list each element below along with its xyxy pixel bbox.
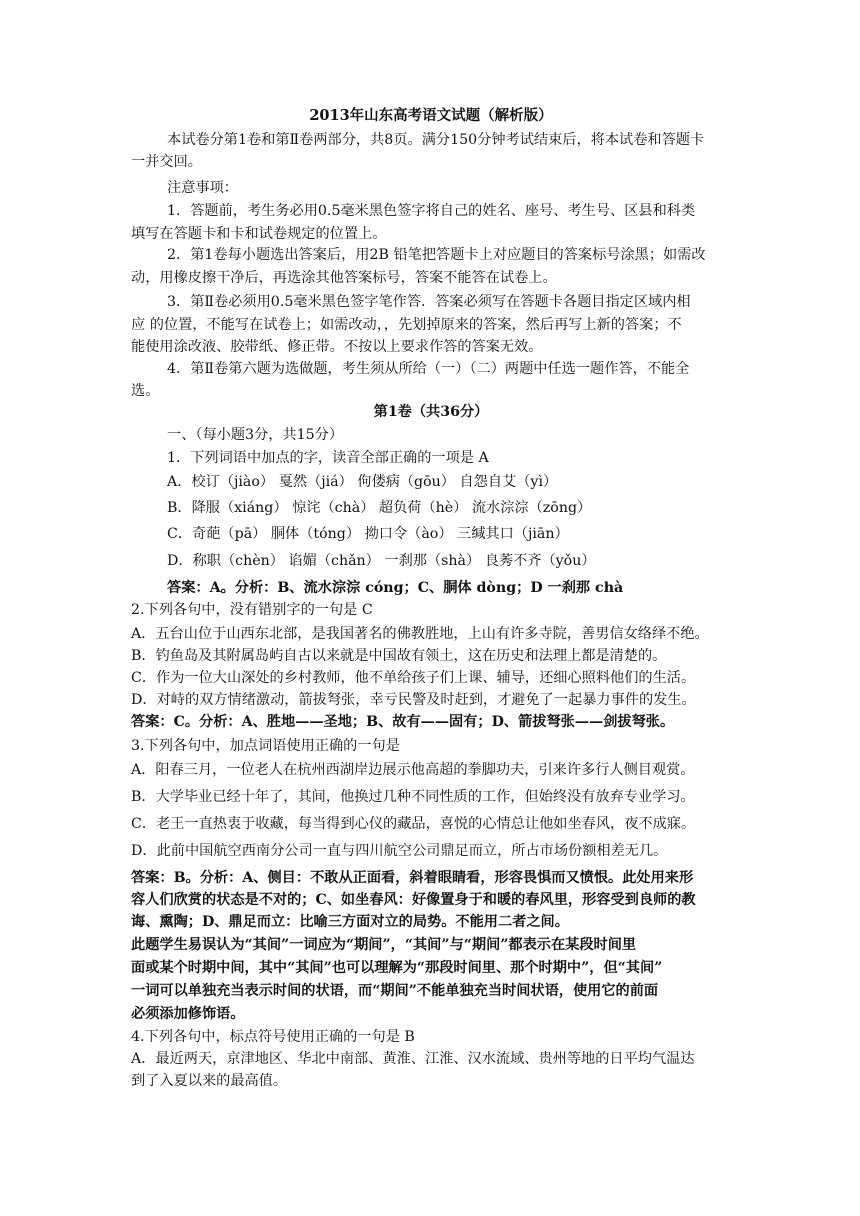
q2-option-a: A．五台山位于山西东北部，是我国著名的佛教胜地，上山有许多寺院，善男信女络绎不绝。: [131, 626, 709, 642]
note-4-line-2: 选。: [131, 383, 160, 399]
q1-answer: 答案：A。分析：B、流水淙淙 cóng；C、胴体 dòng；D 一刹那 chà: [167, 580, 624, 596]
q2-option-c: C．作为一位大山深处的乡村教师，他不单给孩子们上课、辅导，还细心照料他们的生活。: [131, 670, 696, 686]
intro-line-1: 本试卷分第1卷和第Ⅱ卷两部分，共8页。满分150分钟考试结束后，将本试卷和答题卡: [167, 132, 705, 148]
q3-option-a: A．阳春三月，一位老人在杭州西湖岸边展示他高超的拳脚功夫，引来许多行人侧目观赏。: [131, 762, 695, 778]
q3-option-b: B．大学毕业已经十年了，其间，他换过几种不同性质的工作，但始终没有放弃专业学习。: [131, 789, 695, 805]
intro-line-2: 一并交回。: [131, 154, 202, 170]
q3-note-line-2: 面或某个时期中间，其中“其间”也可以理解为“那段时间里、那个时期中”，但“其间”: [131, 960, 663, 976]
q2-stem: 2.下列各句中，没有错别字的一句是 C: [131, 602, 373, 618]
q4-stem: 4.下列各句中，标点符号使用正确的一句是 B: [131, 1029, 415, 1045]
q1-option-a: A．校订（jiào） 戛然（jiá） 佝偻病（gōu） 自怨自艾（yì）: [167, 474, 558, 490]
q1-stem: 1．下列词语中加点的字，读音全部正确的一项是 A: [167, 450, 489, 466]
note-4-line-1: 4．第Ⅱ卷第六题为选做题，考生须从所给（一）（二）两题中任选一题作答，不能全: [167, 361, 690, 377]
q3-answer-line-3: 诲、熏陶；D、鼎足而立：比喻三方面对立的局势。不能用二者之间。: [131, 914, 569, 930]
notice-heading: 注意事项：: [167, 180, 238, 196]
note-3-line-1: 3．第Ⅱ卷必须用0.5毫米黑色签字笔作答．答案必须写在答题卡各题目指定区域内相: [167, 294, 691, 310]
note-1-line-1: 1．答题前，考生务必用0.5毫米黑色签字将自己的姓名、座号、考生号、区县和科类: [167, 203, 696, 219]
q3-note-line-1: 此题学生易误认为“其间”一词应为“期间”，“其间”与“期间”都表示在某段时间里: [131, 937, 637, 953]
note-3-line-3: 能使用涂改液、胶带纸、修正带。不按以上要求作答的答案无效。: [131, 339, 543, 355]
q3-note-line-3: 一词可以单独充当表示时间的状语，而“期间”不能单独充当时间状语，使用它的前面: [131, 983, 659, 999]
q3-answer-line-2: 容人们欣赏的状态是不对的；C、如坐春风：好像置身于和暖的春风里，形容受到良师的教: [131, 892, 696, 908]
q2-answer: 答案：C。分析：A、胜地——圣地；B、故有——固有；D、箭拔弩张——剑拔弩张。: [131, 714, 675, 730]
note-2-line-1: 2．第1卷每小题选出答案后，用2B 铅笔把答题卡上对应题目的答案标号涂黑；如需改: [167, 247, 706, 263]
part-heading: 一、（每小题3分，共15分）: [167, 427, 344, 443]
q1-option-b: B．降服（xiáng） 惊诧（chà） 超负荷（hè） 流水淙淙（zōng）: [167, 500, 592, 516]
q1-option-c: C．奇葩（pā） 胴体（tóng） 拗口令（ào） 三缄其口（jiān）: [167, 526, 569, 542]
note-1-line-2: 填写在答题卡和卡和试卷规定的位置上。: [131, 226, 387, 242]
note-3-line-2: 应 的位置，不能写在试卷上；如需改动，，先划掉原来的答案，然后再写上新的答案；不: [131, 317, 682, 333]
q2-option-b: B．钓鱼岛及其附属岛屿自古以来就是中国故有领土，这在历史和法理上都是清楚的。: [131, 648, 667, 664]
q3-option-d: D．此前中国航空西南分公司一直与四川航空公司鼎足而立，所占市场份额相差无几。: [131, 843, 668, 859]
q4-option-a-line-1: A．最近两天，京津地区、华北中南部、黄淮、江淮、汉水流域、贵州等地的日平均气温达: [131, 1051, 695, 1067]
section-heading: 第1卷（共36分）: [373, 404, 489, 420]
q2-option-d: D．对峙的双方情绪激动，箭拔弩张，幸亏民警及时赶到，才避免了一起暴力事件的发生。: [131, 692, 696, 708]
q3-answer-line-1: 答案：B。分析：A、侧目：不敢从正面看，斜着眼睛看，形容畏惧而又愤恨。此处用来形: [131, 870, 694, 886]
q3-note-line-4: 必须添加修饰语。: [131, 1006, 245, 1022]
q4-option-a-line-2: 到了入夏以来的最高值。: [131, 1073, 288, 1089]
q3-stem: 3.下列各句中，加点词语使用正确的一句是: [131, 738, 400, 754]
note-2-line-2: 动，用橡皮擦干净后，再选涂其他答案标号，答案不能答在试卷上。: [131, 270, 557, 286]
doc-title: 2013年山东高考语文试题（解析版）: [309, 107, 553, 124]
q3-option-c: C．老王一直热衷于收藏，每当得到心仪的藏品，喜悦的心情总让他如坐春风，夜不成寐。: [131, 816, 696, 832]
q1-option-d: D．称职（chèn） 谄媚（chǎn） 一刹那（shà） 良莠不齐（yǒu）: [167, 553, 596, 569]
